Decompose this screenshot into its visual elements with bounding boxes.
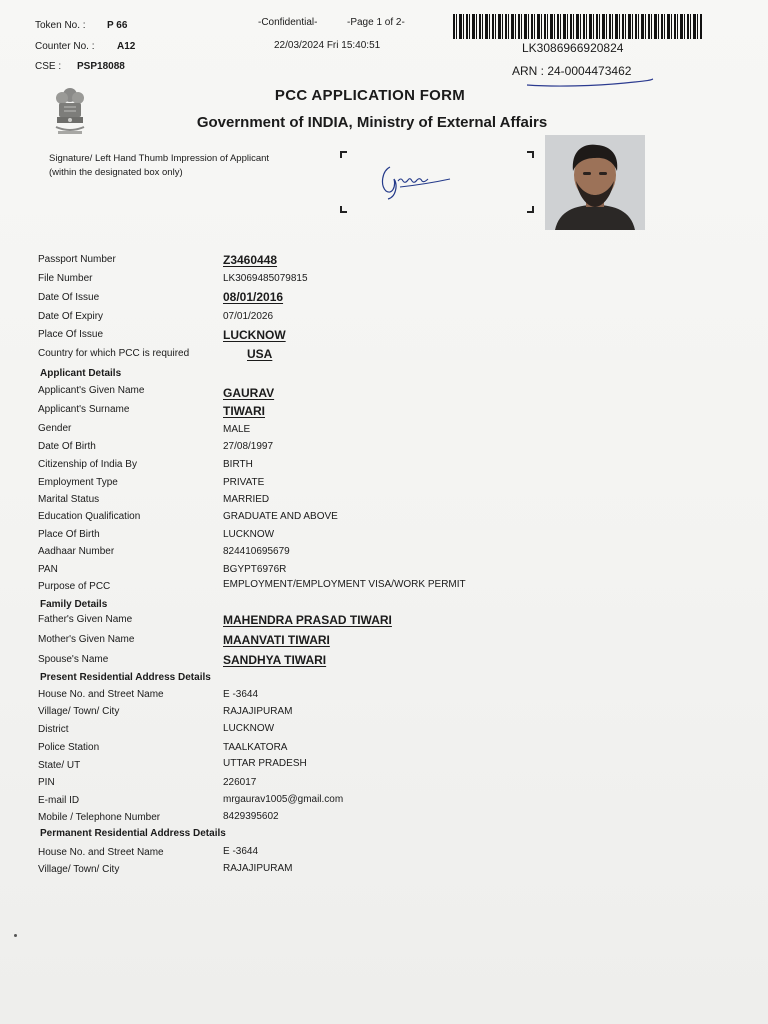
field-value-education-qualification: GRADUATE AND ABOVE xyxy=(223,511,338,522)
field-label-pin: PIN xyxy=(38,777,55,788)
field-value-house-no-and-street-name: E -3644 xyxy=(223,846,259,857)
field-label-e-mail-id: E-mail ID xyxy=(38,795,80,806)
field-label-father-s-given-name: Father's Given Name xyxy=(38,614,133,625)
section-heading-applicant-details: Applicant Details xyxy=(40,368,122,379)
field-value-marital-status: MARRIED xyxy=(223,494,270,505)
field-value-purpose-of-pcc: EMPLOYMENT/EMPLOYMENT VISA/WORK PERMIT xyxy=(223,579,466,590)
field-value-file-number: LK3069485079815 xyxy=(223,273,308,284)
field-value-gender: MALE xyxy=(223,424,251,435)
confidential-mark: -Confidential- xyxy=(258,17,318,28)
counter-value: A12 xyxy=(117,41,136,52)
field-value-spouse-s-name: SANDHYA TIWARI xyxy=(223,653,327,667)
field-label-purpose-of-pcc: Purpose of PCC xyxy=(38,581,111,592)
field-label-aadhaar-number: Aadhaar Number xyxy=(38,546,115,557)
barcode-number: LK3086966920824 xyxy=(522,41,624,55)
field-value-passport-number: Z3460448 xyxy=(223,253,278,267)
field-label-village-town-city: Village/ Town/ City xyxy=(38,864,120,875)
print-datetime: 22/03/2024 Fri 15:40:51 xyxy=(274,40,381,51)
field-value-mobile-telephone-number: 8429395602 xyxy=(223,811,279,822)
field-value-place-of-issue: LUCKNOW xyxy=(223,328,286,342)
field-value-e-mail-id: mrgaurav1005@gmail.com xyxy=(223,794,344,805)
page-info: -Page 1 of 2- xyxy=(347,17,405,28)
field-value-mother-s-given-name: MAANVATI TIWARI xyxy=(223,633,330,647)
signature-box-corner-tr xyxy=(527,151,534,158)
field-label-country-for-which-pcc-is-required: Country for which PCC is required xyxy=(38,348,190,359)
field-value-aadhaar-number: 824410695679 xyxy=(223,546,290,557)
applicant-photo xyxy=(545,135,645,230)
field-label-police-station: Police Station xyxy=(38,742,100,753)
ministry-subtitle: Government of INDIA, Ministry of External Affairs xyxy=(196,114,548,131)
field-value-village-town-city: RAJAJIPURAM xyxy=(223,863,293,874)
barcode xyxy=(453,14,703,39)
field-value-date-of-issue: 08/01/2016 xyxy=(223,290,284,304)
field-label-date-of-birth: Date Of Birth xyxy=(38,441,96,452)
field-label-applicant-s-given-name: Applicant's Given Name xyxy=(38,385,145,396)
field-value-pan: BGYPT6976R xyxy=(223,564,287,575)
field-label-spouse-s-name: Spouse's Name xyxy=(38,654,109,665)
cse-value: PSP18088 xyxy=(77,61,125,72)
field-label-education-qualification: Education Qualification xyxy=(38,511,141,522)
field-value-employment-type: PRIVATE xyxy=(223,477,265,488)
field-value-country-for-which-pcc-is-required: USA xyxy=(247,347,273,361)
field-label-date-of-expiry: Date Of Expiry xyxy=(38,311,104,322)
section-heading-present-residential-address-details: Present Residential Address Details xyxy=(40,672,211,683)
field-label-employment-type: Employment Type xyxy=(38,477,118,488)
token-value: P 66 xyxy=(107,20,128,31)
field-value-police-station: TAALKATORA xyxy=(223,742,288,753)
signature-box-corner-tl xyxy=(340,151,347,158)
field-label-place-of-issue: Place Of Issue xyxy=(38,329,104,340)
field-label-place-of-birth: Place Of Birth xyxy=(38,529,100,540)
field-label-mobile-telephone-number: Mobile / Telephone Number xyxy=(38,812,161,823)
cse-label: CSE : xyxy=(35,61,62,72)
field-label-passport-number: Passport Number xyxy=(38,254,116,265)
section-heading-permanent-residential-address-details: Permanent Residential Address Details xyxy=(40,828,226,839)
signature-instruction: Signature/ Left Hand Thumb Impression of Applicant xyxy=(49,153,270,164)
field-label-mother-s-given-name: Mother's Given Name xyxy=(38,634,135,645)
field-value-pin: 226017 xyxy=(223,777,257,788)
field-label-state-ut: State/ UT xyxy=(38,760,81,771)
field-value-state-ut: UTTAR PRADESH xyxy=(223,758,307,769)
applicant-signature xyxy=(378,155,458,200)
field-label-gender: Gender xyxy=(38,423,72,434)
field-value-citizenship-of-india-by: BIRTH xyxy=(223,459,253,470)
field-label-file-number: File Number xyxy=(38,273,93,284)
token-label: Token No. : xyxy=(35,20,86,31)
field-label-district: District xyxy=(38,724,69,735)
field-label-village-town-city: Village/ Town/ City xyxy=(38,706,120,717)
page-mark xyxy=(14,934,17,937)
field-value-applicant-s-surname: TIWARI xyxy=(223,404,265,418)
section-heading-family-details: Family Details xyxy=(40,599,108,610)
field-value-applicant-s-given-name: GAURAV xyxy=(223,386,275,400)
field-value-village-town-city: RAJAJIPURAM xyxy=(223,706,293,717)
field-label-date-of-issue: Date Of Issue xyxy=(38,292,100,303)
form-title: PCC APPLICATION FORM xyxy=(274,87,466,104)
signature-instruction-note: (within the designated box only) xyxy=(49,167,183,178)
field-value-date-of-birth: 27/08/1997 xyxy=(223,441,274,452)
field-label-house-no-and-street-name: House No. and Street Name xyxy=(38,847,164,858)
field-label-marital-status: Marital Status xyxy=(38,494,100,505)
field-value-place-of-birth: LUCKNOW xyxy=(223,529,275,540)
signature-box-corner-br xyxy=(527,206,534,213)
field-value-district: LUCKNOW xyxy=(223,723,275,734)
field-label-house-no-and-street-name: House No. and Street Name xyxy=(38,689,164,700)
arn-number: ARN : 24-0004473462 xyxy=(512,64,632,78)
field-value-father-s-given-name: MAHENDRA PRASAD TIWARI xyxy=(223,613,392,627)
field-label-applicant-s-surname: Applicant's Surname xyxy=(38,404,130,415)
counter-label: Counter No. : xyxy=(35,41,95,52)
field-value-house-no-and-street-name: E -3644 xyxy=(223,689,259,700)
signature-box-corner-bl xyxy=(340,206,347,213)
field-label-citizenship-of-india-by: Citizenship of India By xyxy=(38,459,137,470)
field-value-date-of-expiry: 07/01/2026 xyxy=(223,311,274,322)
field-label-pan: PAN xyxy=(38,564,58,575)
